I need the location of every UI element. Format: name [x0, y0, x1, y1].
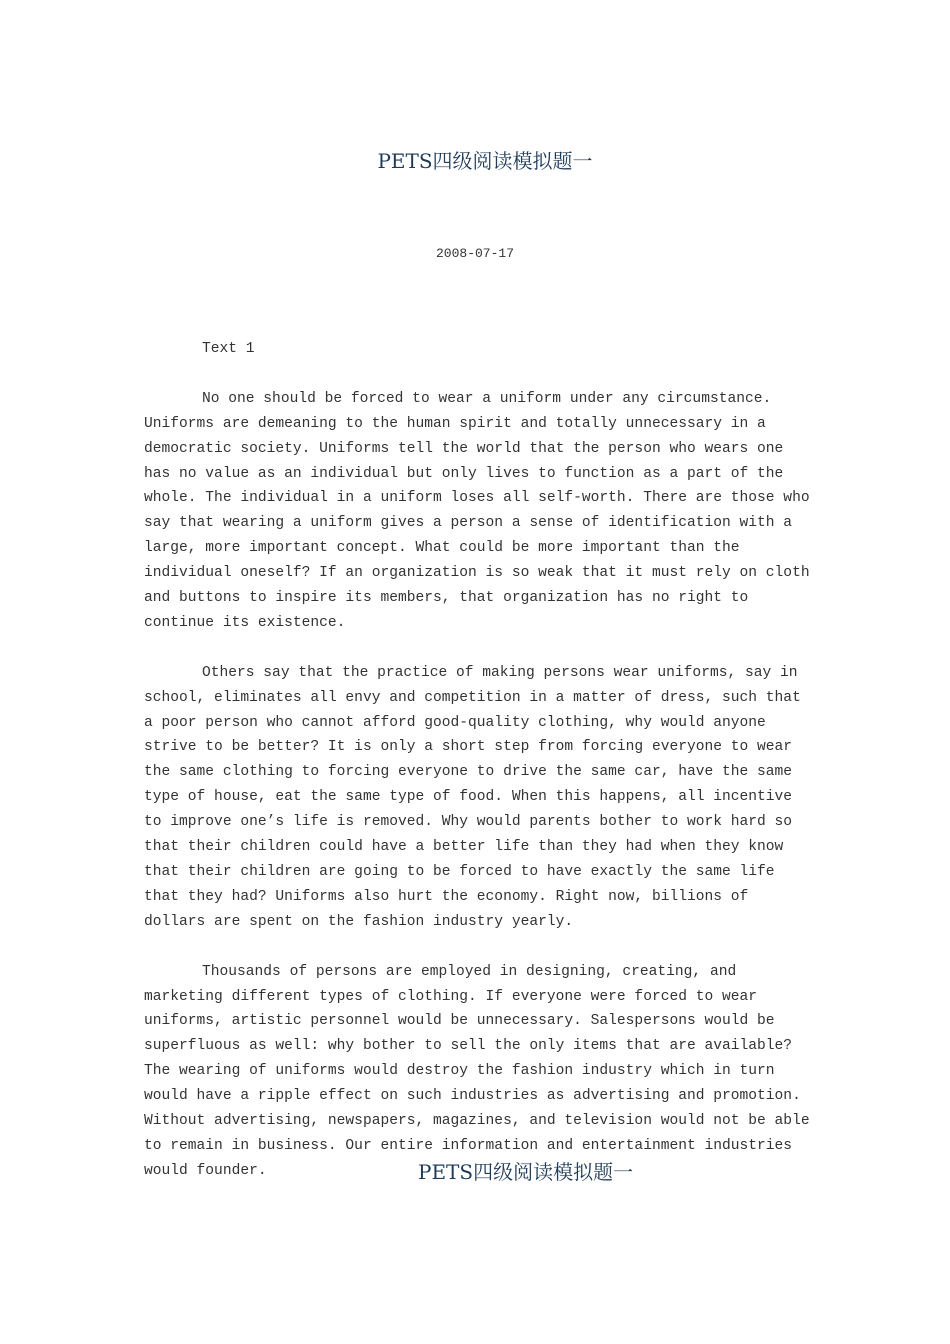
- paragraph-2: Others say that the practice of making persons wear uniforms, say in school, eliminates all envy and competition in a matter of dress, such that a poor person who cannot afford good-quality clothing, why would anyone strive to be better? It is only a short step from forcing everyone to wear the same clothing to forcing everyone to drive the same car, have the same type of house, eat the same type of food. When this happens, all incentive to improve one’s life is removed. Why would parents bother to work hard so that their children could have a better life than they had when they know that their children are going to be forced to have exactly the same life that they had? Uniforms also hurt the economy. Right now, billions of dollars are spent on the fashion industry yearly.: [144, 664, 801, 930]
- paragraph-3: Thousands of persons are employed in designing, creating, and marketing different types of clothing. If everyone were forced to wear uniforms, artistic personnel would be unnecessary. Salespersons would be superfluous as well: why bother to sell the only items that are available? The wearing of uniforms would destroy the fashion industry which in turn would have a ripple effect on such industries as advertising and promotion. Without advertising, newspapers, magazines, and television would not be able to remain in business. Our entire information and entertainment industries would founder.: [144, 963, 810, 1179]
- section-label: Text 1: [202, 341, 255, 357]
- article-body: [144, 337, 812, 1209]
- paragraph-1: No one should be forced to wear a uniform under any circumstance. Uniforms are demeaning to the human spirit and totally unnecessary in a democratic society. Uniforms tell the world that the person who wears one has no value as an individual but only lives to function as a part of the whole. The individual in a uniform loses all self-worth. There are those who say that wearing a uniform gives a person a sense of identification with a large, more important concept. What could be more important than the individual oneself? If an organization is so weak that it must rely on cloth and buttons to inspire its members, that organization has no right to continue its existence.: [144, 390, 810, 631]
- publish-date: 2008-07-17: [435, 246, 514, 261]
- page-title: PETS四级阅读模拟题一: [377, 149, 593, 173]
- footer-title: PETS四级阅读模拟题一: [418, 1160, 634, 1184]
